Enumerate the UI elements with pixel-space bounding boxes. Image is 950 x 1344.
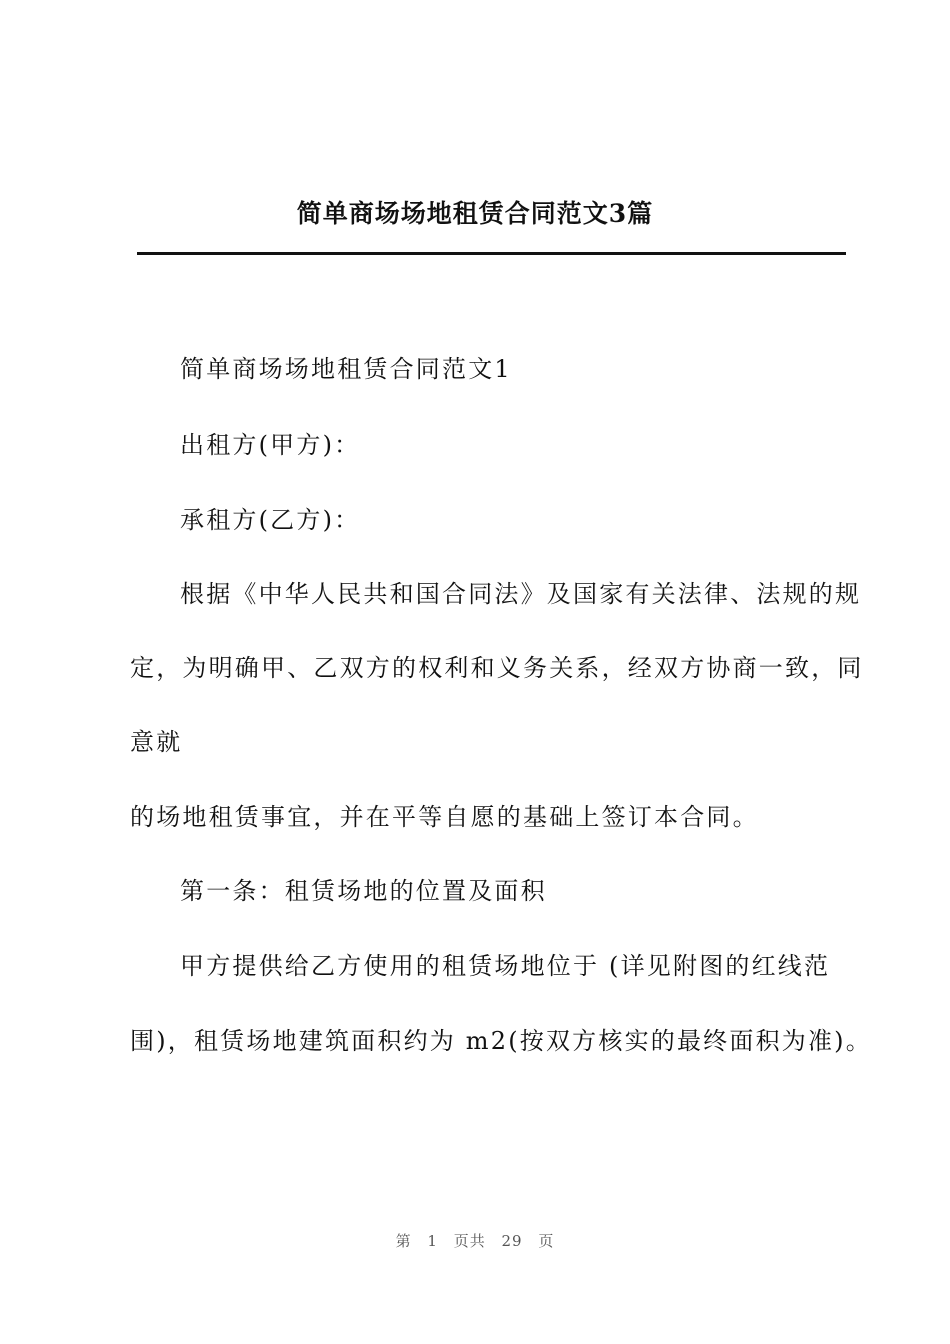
paragraph-line: 根据《中华人民共和国合同法》及国家有关法律、法规的规 — [180, 580, 862, 608]
article-heading: 第一条：租赁场地的位置及面积 — [180, 877, 547, 905]
paragraph-line: 围)，租赁场地建筑面积约为 m2(按双方核实的最终面积为准)。 — [130, 1027, 872, 1055]
party-b-line: 承租方(乙方)： — [180, 506, 361, 534]
page-number-footer: 第 1 页共 29 页 — [395, 1232, 555, 1250]
paragraph-line: 甲方提供给乙方使用的租赁场地位于 (详见附图的红线范 — [180, 952, 831, 980]
paragraph-line: 意就 — [130, 728, 183, 756]
section-heading: 简单商场场地租赁合同范文1 — [180, 355, 512, 383]
document-title: 简单商场场地租赁合同范文3篇 — [296, 199, 654, 228]
party-a-line: 出租方(甲方)： — [180, 431, 361, 459]
paragraph-line: 定，为明确甲、乙双方的权利和义务关系，经双方协商一致，同 — [130, 654, 864, 682]
paragraph-line: 的场地租赁事宜，并在平等自愿的基础上签订本合同。 — [130, 803, 759, 831]
title-underline — [137, 252, 846, 255]
